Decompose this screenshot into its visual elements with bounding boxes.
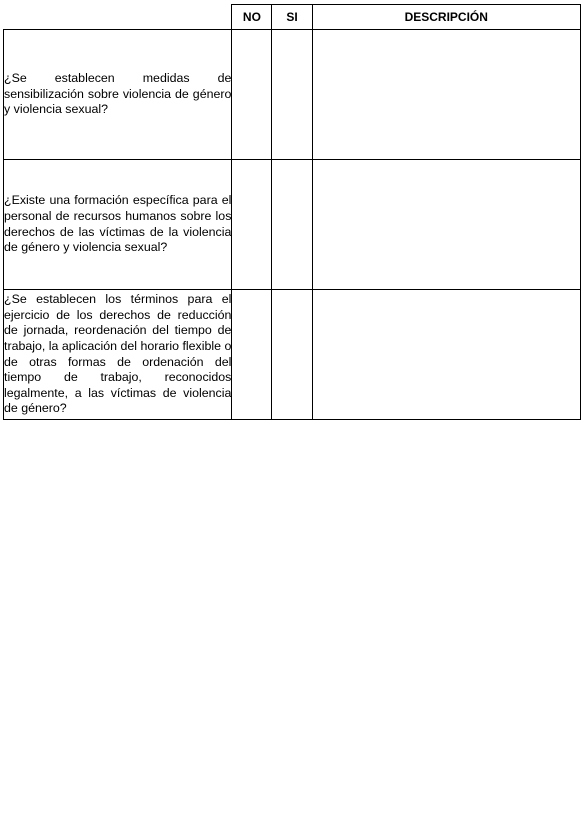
table-row <box>4 160 581 290</box>
question-cell <box>4 290 232 420</box>
answer-no-cell[interactable] <box>232 160 272 290</box>
answer-si-cell[interactable] <box>272 30 312 160</box>
question-text: ¿Se establecen los términos para el ejercicio de los derechos de reducción de jornada, reordenación del tiempo de trabajo, la aplicación del horario flexible o de otras formas de ordenación del tiempo de trabajo, reconocidos legalmente, a las víctimas de violencia de género? <box>4 292 232 416</box>
table-row <box>4 290 581 420</box>
table-row <box>4 30 581 160</box>
header-si: SI <box>272 5 312 30</box>
table-header-row <box>4 5 581 30</box>
description-cell[interactable] <box>312 160 580 290</box>
answer-si-cell[interactable] <box>272 160 312 290</box>
checklist-table <box>3 4 581 420</box>
answer-no-cell[interactable] <box>232 290 272 420</box>
header-blank-cell <box>4 5 232 30</box>
header-no: NO <box>232 5 272 30</box>
question-cell <box>4 160 232 290</box>
description-cell[interactable] <box>312 290 580 420</box>
header-descripcion: DESCRIPCIÓN <box>312 5 580 30</box>
question-text: ¿Existe una formación específica para el personal de recursos humanos sobre los derechos de las víctimas de la violencia de género y violencia sexual? <box>4 193 232 255</box>
answer-si-cell[interactable] <box>272 290 312 420</box>
description-cell[interactable] <box>312 30 580 160</box>
question-text: ¿Se establecen medidas de sensibilización sobre violencia de género y violencia sexual? <box>4 71 232 117</box>
answer-no-cell[interactable] <box>232 30 272 160</box>
question-cell <box>4 30 232 160</box>
